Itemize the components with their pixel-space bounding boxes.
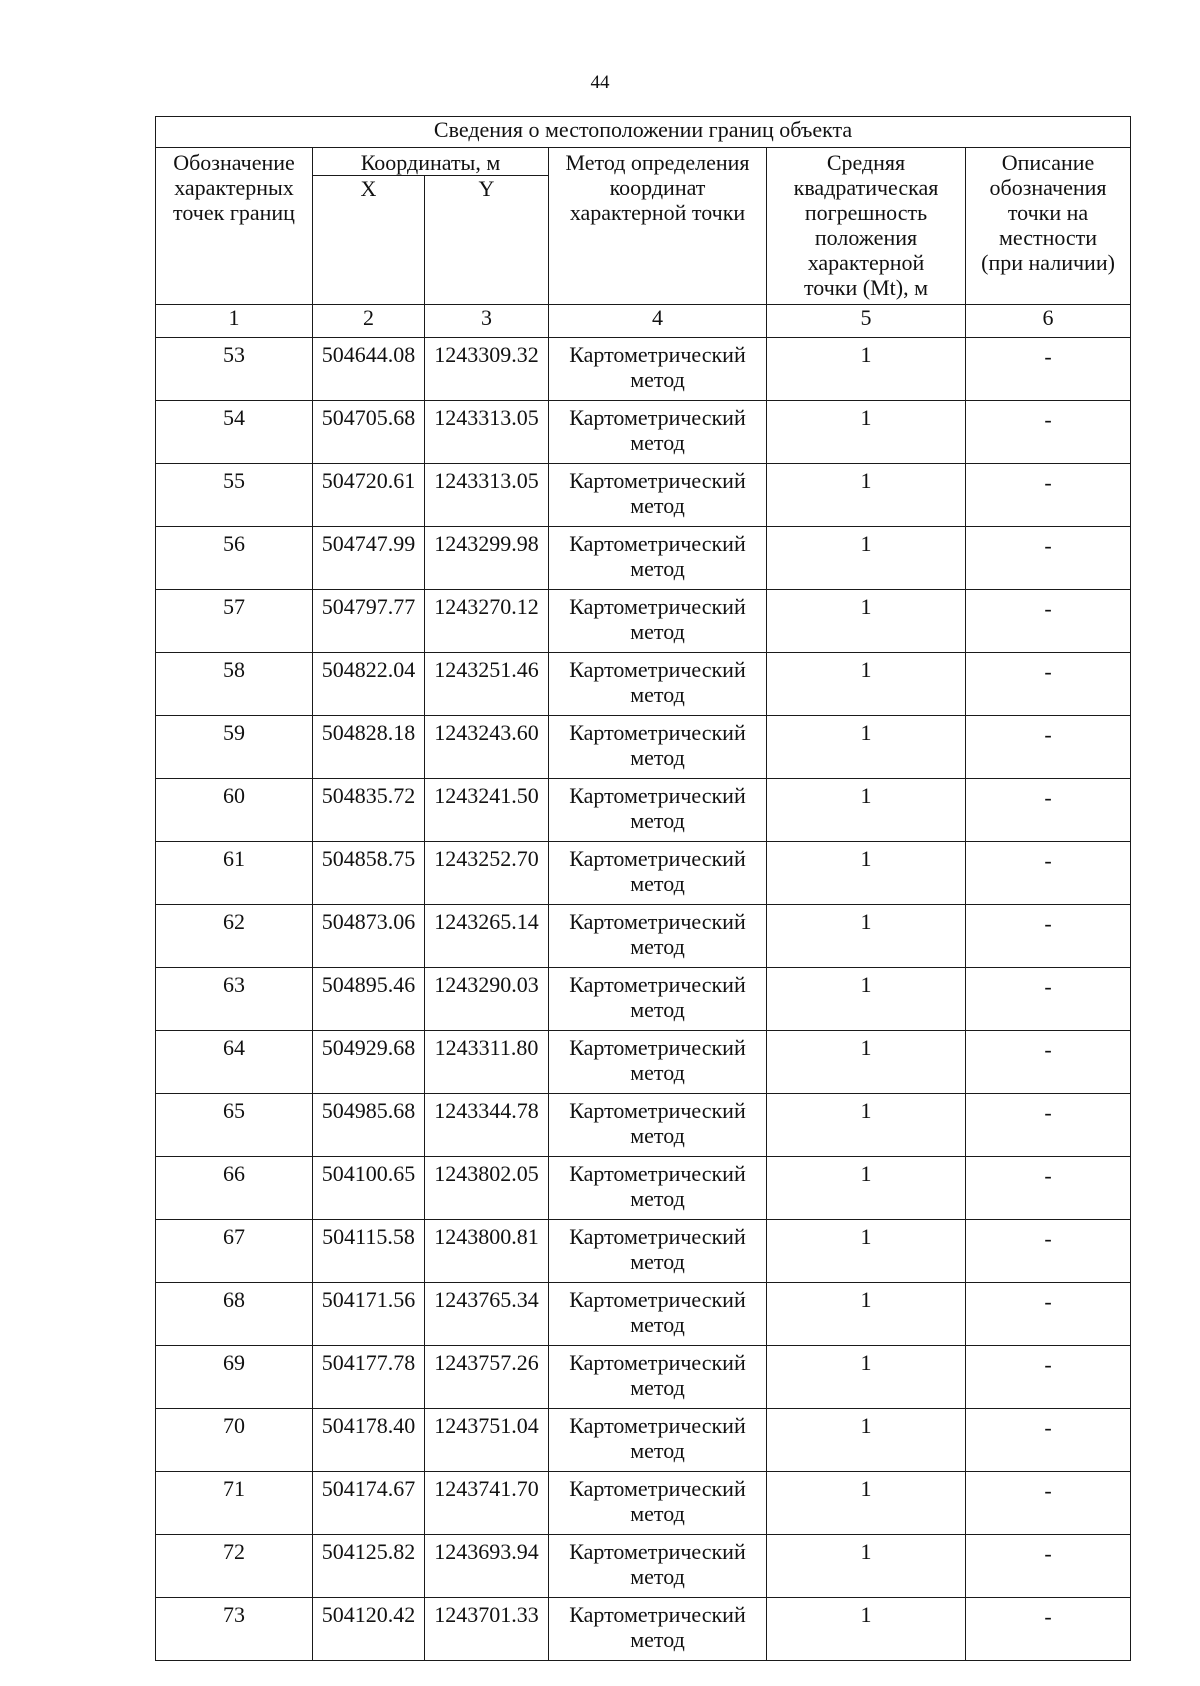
- coord-y: 1243802.05: [425, 1157, 549, 1220]
- column-number: 3: [425, 305, 549, 338]
- point-description: -: [966, 338, 1131, 401]
- mean-error: 1: [767, 464, 966, 527]
- coord-x: 504873.06: [313, 905, 425, 968]
- point-id: 57: [156, 590, 313, 653]
- page-number: 44: [590, 72, 610, 93]
- point-description: -: [966, 1157, 1131, 1220]
- table-row: [156, 338, 1131, 401]
- mean-error: 1: [767, 1535, 966, 1598]
- mean-error: 1: [767, 905, 966, 968]
- mean-error: 1: [767, 1157, 966, 1220]
- table-row: [156, 968, 1131, 1031]
- coord-x: 504644.08: [313, 338, 425, 401]
- method: Картометрический метод: [549, 1472, 767, 1535]
- point-id: 67: [156, 1220, 313, 1283]
- method: Картометрический метод: [549, 1283, 767, 1346]
- coord-x: 504985.68: [313, 1094, 425, 1157]
- method: Картометрический метод: [549, 1094, 767, 1157]
- point-id: 59: [156, 716, 313, 779]
- method: Картометрический метод: [549, 968, 767, 1031]
- coord-y: 1243252.70: [425, 842, 549, 905]
- point-description: -: [966, 1346, 1131, 1409]
- method: Картометрический метод: [549, 1220, 767, 1283]
- point-id: 61: [156, 842, 313, 905]
- point-description: -: [966, 1283, 1131, 1346]
- mean-error: 1: [767, 527, 966, 590]
- coord-x: 504858.75: [313, 842, 425, 905]
- mean-error: 1: [767, 1031, 966, 1094]
- table-row: [156, 1094, 1131, 1157]
- point-id: 63: [156, 968, 313, 1031]
- coord-y: 1243751.04: [425, 1409, 549, 1472]
- mean-error: 1: [767, 1598, 966, 1661]
- coord-y: 1243765.34: [425, 1283, 549, 1346]
- coord-x: 504120.42: [313, 1598, 425, 1661]
- table-row: [156, 1535, 1131, 1598]
- method: Картометрический метод: [549, 527, 767, 590]
- method: Картометрический метод: [549, 590, 767, 653]
- point-id: 54: [156, 401, 313, 464]
- point-description: -: [966, 842, 1131, 905]
- method: Картометрический метод: [549, 1031, 767, 1094]
- method: Картометрический метод: [549, 1409, 767, 1472]
- method: Картометрический метод: [549, 464, 767, 527]
- header-x: X: [313, 176, 425, 305]
- method: Картометрический метод: [549, 1598, 767, 1661]
- coord-y: 1243693.94: [425, 1535, 549, 1598]
- table-row: [156, 1472, 1131, 1535]
- header-description: Описание обозначения точки на местности (при наличии): [966, 148, 1131, 305]
- coord-x: 504797.77: [313, 590, 425, 653]
- coord-x: 504178.40: [313, 1409, 425, 1472]
- table-body: [156, 338, 1131, 1661]
- point-id: 68: [156, 1283, 313, 1346]
- coord-x: 504100.65: [313, 1157, 425, 1220]
- coord-y: 1243313.05: [425, 401, 549, 464]
- coord-x: 504174.67: [313, 1472, 425, 1535]
- point-description: -: [966, 464, 1131, 527]
- header-method: Метод определения координат характерной точки: [549, 148, 767, 305]
- coord-x: 504720.61: [313, 464, 425, 527]
- method: Картометрический метод: [549, 1535, 767, 1598]
- table-row: [156, 905, 1131, 968]
- method: Картометрический метод: [549, 905, 767, 968]
- method: Картометрический метод: [549, 401, 767, 464]
- mean-error: 1: [767, 1346, 966, 1409]
- table-row: [156, 1346, 1131, 1409]
- coord-y: 1243344.78: [425, 1094, 549, 1157]
- point-description: -: [966, 653, 1131, 716]
- method: Картометрический метод: [549, 716, 767, 779]
- mean-error: 1: [767, 590, 966, 653]
- method: Картометрический метод: [549, 338, 767, 401]
- coord-x: 504828.18: [313, 716, 425, 779]
- point-description: -: [966, 905, 1131, 968]
- point-description: -: [966, 1031, 1131, 1094]
- point-id: 55: [156, 464, 313, 527]
- coord-y: 1243290.03: [425, 968, 549, 1031]
- column-number: 5: [767, 305, 966, 338]
- header-error: Средняя квадратическая погрешность положения характерной точки (Mt), м: [767, 148, 966, 305]
- method: Картометрический метод: [549, 1157, 767, 1220]
- mean-error: 1: [767, 779, 966, 842]
- header-y: Y: [425, 176, 549, 305]
- point-description: -: [966, 716, 1131, 779]
- column-number: 4: [549, 305, 767, 338]
- point-id: 64: [156, 1031, 313, 1094]
- header-point: Обозначение характерных точек границ: [156, 148, 313, 305]
- coord-x: 504177.78: [313, 1346, 425, 1409]
- column-number: 2: [313, 305, 425, 338]
- boundary-coordinates-table: [155, 116, 1131, 1661]
- table-row: [156, 1157, 1131, 1220]
- point-id: 58: [156, 653, 313, 716]
- mean-error: 1: [767, 1472, 966, 1535]
- point-id: 66: [156, 1157, 313, 1220]
- coord-x: 504125.82: [313, 1535, 425, 1598]
- method: Картометрический метод: [549, 653, 767, 716]
- coord-y: 1243251.46: [425, 653, 549, 716]
- coord-y: 1243741.70: [425, 1472, 549, 1535]
- point-id: 60: [156, 779, 313, 842]
- mean-error: 1: [767, 1283, 966, 1346]
- table-row: [156, 590, 1131, 653]
- coord-x: 504705.68: [313, 401, 425, 464]
- coord-y: 1243309.32: [425, 338, 549, 401]
- point-id: 53: [156, 338, 313, 401]
- table-row: [156, 842, 1131, 905]
- table-row: [156, 653, 1131, 716]
- header-coords: Координаты, м: [313, 148, 549, 176]
- column-number: 1: [156, 305, 313, 338]
- coord-x: 504835.72: [313, 779, 425, 842]
- table-row: [156, 1283, 1131, 1346]
- mean-error: 1: [767, 338, 966, 401]
- method: Картометрический метод: [549, 1346, 767, 1409]
- coord-y: 1243270.12: [425, 590, 549, 653]
- point-id: 62: [156, 905, 313, 968]
- point-id: 69: [156, 1346, 313, 1409]
- table-row: [156, 527, 1131, 590]
- mean-error: 1: [767, 401, 966, 464]
- point-description: -: [966, 968, 1131, 1031]
- column-number: 6: [966, 305, 1131, 338]
- coord-y: 1243313.05: [425, 464, 549, 527]
- point-description: -: [966, 1535, 1131, 1598]
- coord-y: 1243757.26: [425, 1346, 549, 1409]
- mean-error: 1: [767, 968, 966, 1031]
- method: Картометрический метод: [549, 842, 767, 905]
- point-id: 71: [156, 1472, 313, 1535]
- table-row: [156, 716, 1131, 779]
- coord-y: 1243299.98: [425, 527, 549, 590]
- point-description: -: [966, 1409, 1131, 1472]
- coord-x: 504895.46: [313, 968, 425, 1031]
- coord-y: 1243241.50: [425, 779, 549, 842]
- coord-x: 504171.56: [313, 1283, 425, 1346]
- point-description: -: [966, 527, 1131, 590]
- coord-x: 504115.58: [313, 1220, 425, 1283]
- table-row: [156, 1031, 1131, 1094]
- table-caption: Сведения о местоположении границ объекта: [156, 117, 1131, 148]
- coord-y: 1243800.81: [425, 1220, 549, 1283]
- coord-x: 504822.04: [313, 653, 425, 716]
- coord-x: 504747.99: [313, 527, 425, 590]
- point-id: 72: [156, 1535, 313, 1598]
- table-row: [156, 1220, 1131, 1283]
- mean-error: 1: [767, 716, 966, 779]
- point-description: -: [966, 590, 1131, 653]
- mean-error: 1: [767, 653, 966, 716]
- point-description: -: [966, 1094, 1131, 1157]
- point-id: 65: [156, 1094, 313, 1157]
- table-row: [156, 464, 1131, 527]
- coord-y: 1243243.60: [425, 716, 549, 779]
- coord-y: 1243265.14: [425, 905, 549, 968]
- method: Картометрический метод: [549, 779, 767, 842]
- point-description: -: [966, 1598, 1131, 1661]
- mean-error: 1: [767, 842, 966, 905]
- point-description: -: [966, 401, 1131, 464]
- table-row: [156, 1409, 1131, 1472]
- point-description: -: [966, 779, 1131, 842]
- table-row: [156, 1598, 1131, 1661]
- point-id: 70: [156, 1409, 313, 1472]
- table-row: [156, 401, 1131, 464]
- coord-y: 1243311.80: [425, 1031, 549, 1094]
- point-id: 56: [156, 527, 313, 590]
- point-description: -: [966, 1472, 1131, 1535]
- mean-error: 1: [767, 1409, 966, 1472]
- mean-error: 1: [767, 1094, 966, 1157]
- coord-y: 1243701.33: [425, 1598, 549, 1661]
- point-description: -: [966, 1220, 1131, 1283]
- point-id: 73: [156, 1598, 313, 1661]
- mean-error: 1: [767, 1220, 966, 1283]
- table-row: [156, 779, 1131, 842]
- coord-x: 504929.68: [313, 1031, 425, 1094]
